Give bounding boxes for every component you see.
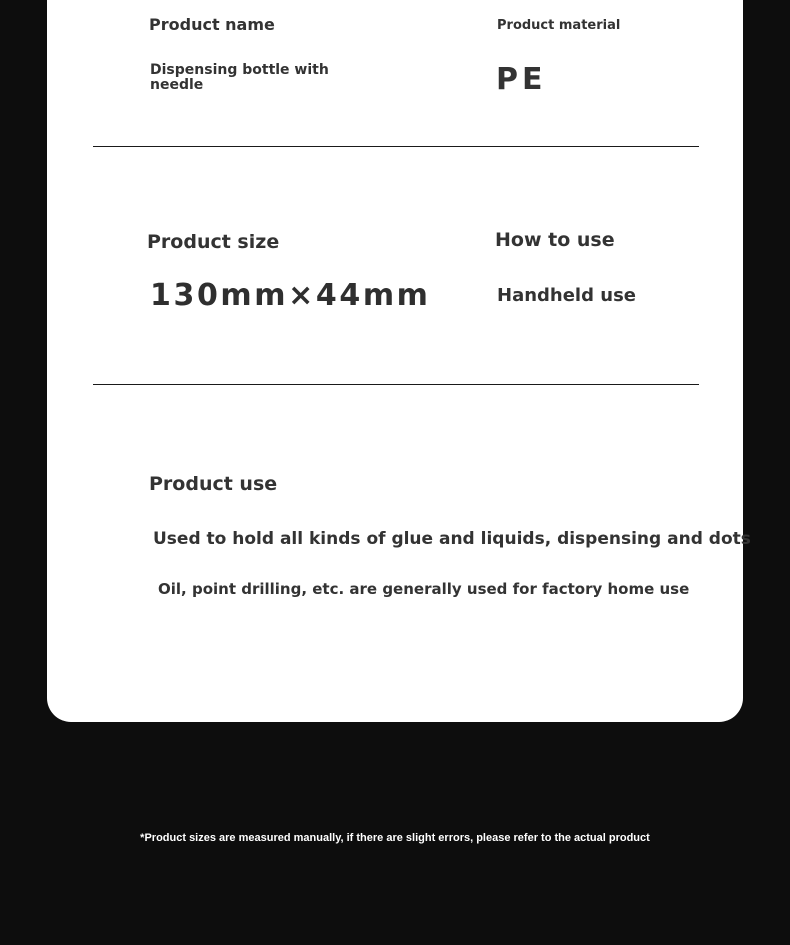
product-size-value: 130mm×44mm [150,278,431,313]
product-use-line1: Used to hold all kinds of glue and liquids, dispensing and dots [153,529,751,549]
how-to-use-value: Handheld use [497,285,636,306]
product-material-value: PE [496,62,547,97]
measurement-footnote: *Product sizes are measured manually, if there are slight errors, please refer to the actual product [140,832,650,844]
section-divider [93,384,699,385]
product-material-label: Product material [497,18,621,33]
section-divider [93,146,699,147]
how-to-use-label: How to use [495,229,615,251]
product-name-value: Dispensing bottle with needle [150,62,329,93]
product-size-label: Product size [147,231,280,253]
product-use-line2: Oil, point drilling, etc. are generally used for factory home use [158,580,690,598]
product-use-label: Product use [149,473,278,495]
spec-card [47,0,743,722]
product-name-label: Product name [149,15,275,34]
